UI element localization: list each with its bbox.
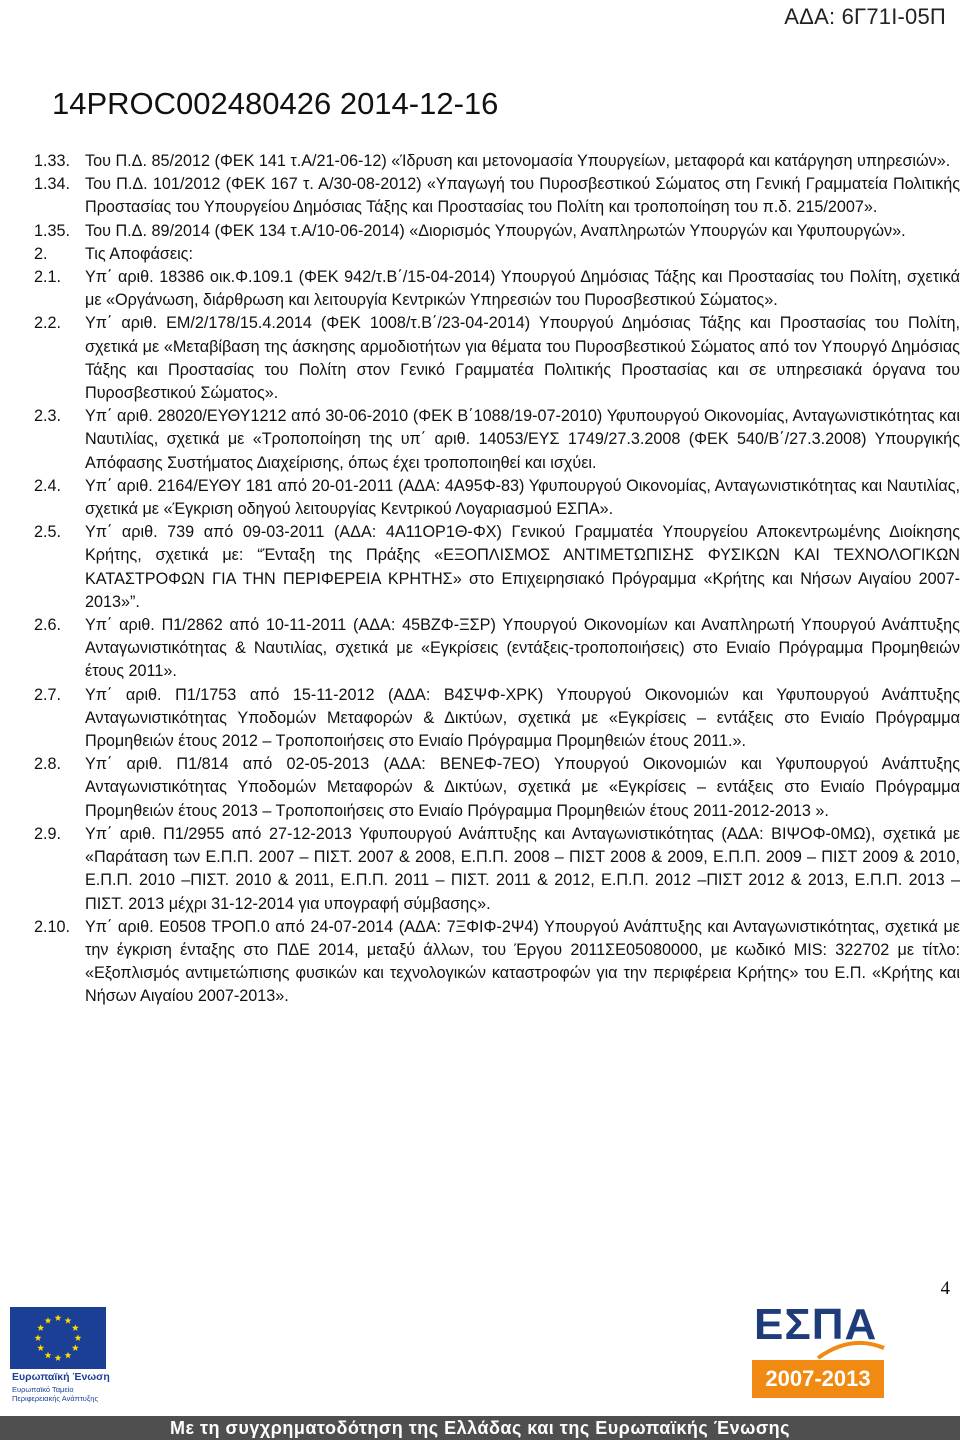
item-text: Υπ΄ αριθ. 739 από 09-03-2011 (ΑΔΑ: 4Α11ΟΡ1Θ-ΦΧ) Γενικού Γραμματέα Υπουργείου Αποκεντρωμένης Διοίκησης Κρήτης, σχετικά με: “Ένταξη της Πράξης «ΕΞΟΠΛΙΣΜΟΣ ΑΝΤΙΜΕΤΩΠΙΣΗΣ ΦΥΣΙΚΩΝ ΚΑΙ ΤΕΧΝΟΛΟΓΙΚΩΝ ΚΑΤΑΣΤΡΟΦΩΝ ΓΙΑ ΤΗΝ ΠΕΡΙΦΕΡΕΙΑ ΚΡΗΤΗΣ» στο Επιχειρησιακό Πρόγραμμα «Κρήτης και Νήσων Αιγαίου 2007-2013»”. [85,523,960,611]
ada-code: ΑΔΑ: 6Γ71Ι-05Π [784,4,946,29]
cofunding-banner: Με τη συγχρηματοδότηση της Ελλάδας και της Ευρωπαϊκής Ένωσης [0,1416,960,1440]
eu-label: Ευρωπαϊκή Ένωση [12,1371,110,1383]
list-item [34,614,960,684]
item-text: Υπ΄ αριθ. 28020/ΕΥΘΥ1212 από 30-06-2010 (ΦΕΚ Β΄1088/19-07-2010) Υφυπουργού Οικονομίας, Ανταγωνιστικότητας και Ναυτιλίας, σχετικά με «Τροποποίηση της υπ΄ αριθ. 14053/ΕΥΣ 1749/27.3.2008 (ΦΕΚ 540/Β΄/27.3.2008) Υπουργικής Απόφασης Συστήματος Διαχείρισης, όπως έχει τροποποιηθεί και ισχύει. [85,407,960,472]
list-item [34,916,960,1009]
page-number: 4 [940,1278,950,1299]
list-item [34,173,960,219]
list-item [34,150,960,173]
item-number: 1.33. [34,152,71,170]
eu-flag-icon [10,1307,106,1369]
list-item [34,823,960,916]
list-item [34,521,960,614]
espa-wordmark: ΕΣΠΑ [754,1300,878,1349]
list-item [34,753,960,823]
document-body [34,150,960,1009]
item-number: 2.1. [34,268,62,287]
list-item [34,266,960,312]
espa-years: 2007-2013 [765,1366,871,1391]
item-text: Υπ΄ αριθ. Π1/2955 από 27-12-2013 Υφυπουργού Ανάπτυξης και Ανταγωνιστικότητας (ΑΔΑ: ΒΙΨΟΦ-0ΜΩ), σχετικά με «Παράταση των Ε.Π.Π. 2007 – ΠΙΣΤ. 2007 & 2008, Ε.Π.Π. 2008 – ΠΙΣΤ 2008 & 2009, Ε.Π.Π. 2009 – ΠΙΣΤ 2009 & 2010, Ε.Π.Π. 2010 –ΠΙΣΤ. 2010 & 2011, Ε.Π.Π. 2011 – ΠΙΣΤ. 2011 & 2012, Ε.Π.Π. 2012 –ΠΙΣΤ 2012 & 2013, Ε.Π.Π. 2013 – ΠΙΣΤ. 2013 μέχρι 31-12-2014 για υπογραφή σύμβασης». [85,824,960,913]
espa-logo [732,1298,932,1416]
item-number: 2.5. [34,523,62,542]
eu-fund-label: Ευρωπαϊκό Ταμείο Περιφερειακής Ανάπτυξης [12,1385,99,1403]
item-number: 1.35. [34,221,71,240]
item-number: 2.2. [34,314,62,333]
item-number: 2.8. [34,755,62,774]
item-number: 2.7. [34,685,62,704]
item-text: Υπ΄ αριθ. Π1/2862 από 10-11-2011 (ΑΔΑ: 45ΒΖΦ-ΞΣΡ) Υπουργού Οικονομίων και Αναπληρωτή Υπουργού Ανάπτυξης Ανταγωνιστικότητας & Ναυτιλίας, σχετικά με «Εγκρίσεις (εντάξεις-τροποποιήσεις) στο Ενιαίο Πρόγραμμα Προμηθειών έτους 2011». [85,616,960,681]
item-number: 2.9. [34,824,62,843]
list-item [34,243,960,266]
eu-logo [10,1307,110,1412]
item-text: Του Π.Δ. 101/2012 (ΦΕΚ 167 τ. Α/30-08-2012) «Υπαγωγή του Πυροσβεστικού Σώματος στη Γενική Γραμματεία Πολιτικής Προστασίας του Υπουργείου Δημόσιας Τάξης και Προστασίας του Πολίτη και τροποποίηση του π.δ. 215/2007». [85,175,960,217]
item-number: 2. [34,244,48,263]
item-text: Υπ΄ αριθ. 2164/ΕΥΘΥ 181 από 20-01-2011 (ΑΔΑ: 4Α95Φ-83) Υφυπουργού Οικονομίας, Ανταγωνιστικότητας και Ναυτιλίας, σχετικά με «Έγκριση οδηγού λειτουργίας Κεντρικού Λογαριασμού ΕΣΠΑ». [85,476,960,519]
item-text: Υπ΄ αριθ. Π1/814 από 02-05-2013 (ΑΔΑ: ΒΕΝΕΦ-7ΕΟ) Υπουργού Οικονομιών και Υφυπουργού Ανάπτυξης Ανταγωνιστικότητας Υποδομών Μεταφορών & Δικτύων, σχετικά με «Εγκρίσεις – εντάξεις στο Ενιαίο Πρόγραμμα Προμηθειών έτους 2013 – Τροποποιήσεις στο Ενιαίο Πρόγραμμα Προμηθειών έτους 2011-2012-2013 ». [85,755,960,820]
item-text: Του Π.Δ. 89/2014 (ΦΕΚ 134 τ.Α/10-06-2014) «Διορισμός Υπουργών, Αναπληρωτών Υπουργών και Υφυπουργών». [85,221,906,240]
list-item [34,405,960,475]
item-number: 1.34. [34,175,71,194]
protocol-title: 14PROC002480426 2014-12-16 [52,86,499,121]
item-text: Υπ΄ αριθ. ΕΜ/2/178/15.4.2014 (ΦΕΚ 1008/τ.Β΄/23-04-2014) Υπουργού Δημόσιας Τάξης και Προστασίας του Πολίτη, σχετικά με «Μεταβίβαση της άσκησης αρμοδιοτήτων για θέματα του Πυροσβεστικού Σώματος από τον Υπουργό Δημόσιας Τάξης και Προστασίας του Πολίτη στον Γενικό Γραμματέα Πολιτικής Προστασίας και σε υπηρεσιακά όργανα του Πυροσβεστικού Σώματος». [85,314,960,403]
list-item [34,475,960,521]
list-item [34,312,960,405]
item-number: 2.6. [34,616,62,635]
item-text: Υπ΄ αριθ. 18386 οικ.Φ.109.1 (ΦΕΚ 942/τ.Β΄/15-04-2014) Υπουργού Δημόσιας Τάξης και Προστασίας του Πολίτη, σχετικά με «Οργάνωση, διάρθρωση και λειτουργία Κεντρικών Υπηρεσιών του Πυροσβεστικού Σώματος». [85,268,960,310]
item-text: Τις Αποφάσεις: [85,244,193,263]
list-item [34,684,960,754]
item-number: 2.10. [34,917,71,936]
item-number: 2.3. [34,407,62,426]
list-item [34,220,960,243]
item-text: Υπ΄ αριθ. Ε0508 ΤΡΟΠ.0 από 24-07-2014 (ΑΔΑ: 7ΞΦΙΦ-2Ψ4) Υπουργού Ανάπτυξης και Ανταγωνιστικότητας, σχετικά με την έγκριση ένταξης στο ΠΔΕ 2014, μεταξύ άλλων, του Έργου 2011ΣΕ05080000, με κωδικό MIS: 322702 με τίτλο: «Εξοπλισμός αντιμετώπισης φυσικών και τεχνολογικών καταστροφών για την περιφέρεια Κρήτης» του Ε.Π. «Κρήτης και Νήσων Αιγαίου 2007-2013». [85,917,960,1006]
item-text: Του Π.Δ. 85/2012 (ΦΕΚ 141 τ.Α/21-06-12) «Ίδρυση και μετονομασία Υπουργείων, μεταφορά και κατάργηση υπηρεσιών». [85,152,951,170]
item-number: 2.4. [34,476,62,495]
item-text: Υπ΄ αριθ. Π1/1753 από 15-11-2012 (ΑΔΑ: Β4ΣΨΦ-ΧΡΚ) Υπουργού Οικονομιών και Υφυπουργού Ανάπτυξης Ανταγωνιστικότητας Υποδομών Μεταφορών & Δικτύων, σχετικά με «Εγκρίσεις – εντάξεις στο Ενιαίο Πρόγραμμα Προμηθειών έτους 2012 – Τροποποιήσεις στο Ενιαίο Πρόγραμμα Προμηθειών έτους 2011.». [85,685,960,751]
